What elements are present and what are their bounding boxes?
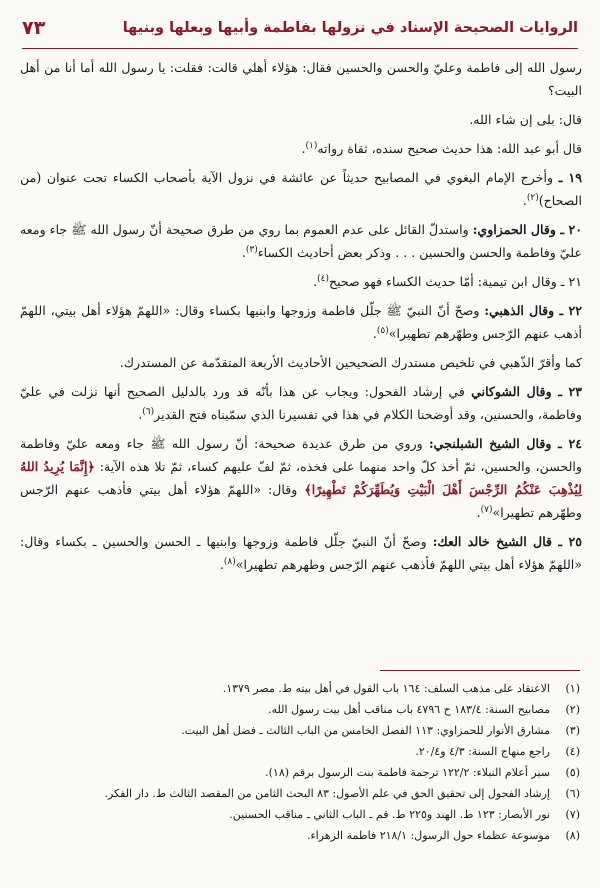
footnote-text: إرشاد الفحول إلى تحقيق الحق في علم الأصول: ٨٣ البحث الثامن من المقصد الثالث ط. دار الفكر. [104,787,550,800]
footnote-ref-2[interactable]: (٢) [526,192,539,203]
footnote-number: (١) [565,682,580,695]
paragraph-6-text: ٢١ ـ وقال ابن تيمية: أمّا حديث الكساء فهو صحيح [328,274,582,289]
paragraph-4: ١٩ ـ وأخرج الإمام البغوي في المصابيح حديثاً عن عائشة في نزول الآية بأصحاب الكساء تحت عنوان (من الصحاح)$^{(٢)}$. [20,170,582,208]
footnote-text: مشارق الأنوار للحمزاوي: ١١٣ الفصل الخامس من الباب الثالث ـ فضل أهل البيت. [181,724,550,737]
footnote [20,825,580,846]
footnote-text: سير أعلام النبلاء: ١٢٢/٢ ترجمة فاطمة بنت الرسول برقم (١٨). [265,766,550,779]
paragraph-3-text: قال أبو عبد الله: هذا حديث صحيح سنده، ثقاة رواته [317,141,582,156]
running-title: الروايات الصحيحة الإسناد في نزولها بفاطمة وأبيها وبعلها وبنيها [122,20,578,36]
paragraph-1 [20,56,582,102]
paragraph-11-text: وصحّ أنّ النبيّ جلّل فاطمة وزوجها وابنيها ـ الحسن والحسين ـ بكساء وقال: «اللهمّ هؤلاء أهل بيتي اللهمّ فأذهب عنهم الرّجس وطهرهم تطهيرا» [20,534,582,572]
footnote [20,804,580,825]
footnote-number: (٦) [565,787,580,800]
footnote-ref-8[interactable]: (٨) [223,556,236,567]
quran-verse: ﴿إِنَّمَا يُرِيدُ اللهُ لِيُذْهِبَ عَنْكُمُ الرِّجْسَ أَهْلَ الْبَيْتِ وَيُطَهِّرَكُمْ تَطْهِيرًا﴾ [20,459,582,497]
paragraph-3: قال أبو عبد الله: هذا حديث صحيح سنده، ثقاة رواته$^{(١)}$. [301,140,582,156]
footnote-number: (٤) [565,745,580,758]
paragraph-2 [20,108,582,131]
footnote-ref-6[interactable]: (٦) [142,406,155,417]
footnote-ref-4[interactable]: (٤) [317,273,329,284]
footnote [20,741,580,762]
footnote-text: راجع منهاج السنة: ٤/٣ و٢٠/٤. [415,745,550,758]
paragraph-6: ٢١ ـ وقال ابن تيمية: أمّا حديث الكساء فهو صحيح$^{(٤)}$. [313,273,582,289]
paragraph-5-text: واستدلّ القائل على عدم العموم بما روي من طرق صحيحة أنّ رسول الله ﷺ جاء ومعه عليّ وفاطمة والحسن والحسين . . . وذكر بعض أحاديث الكساء [20,222,582,260]
item-22-heading: ٢٢ ـ وقال الذهبي: [484,303,582,318]
paragraph-9: ٢٣ ـ وقال الشوكاني في إرشاد الفحول: ويجاب عن هذا بأنّه قد ورد بالدليل الصحيح أنها نزلت في عليّ وفاطمة، والحسنين، وقد أوضحنا الكلام في هذا في تفسيرنا الذي سمّيناه فتح القدير$^{(٦)}$. [20,384,582,422]
item-23-heading: ٢٣ ـ وقال الشوكاني [471,384,582,399]
paragraph-10-text: وروي من طرق عديدة صحيحة: أنّ رسول الله ﷺ جاء ومعه عليّ وفاطمة والحسن، والحسين، ثمّ أخذ كلّ واحد منهما على فخذه، ثمّ لفّ عليهم كساء، ثمّ تلا هذه الآية: [20,436,582,474]
paragraph-4-text: وأخرج الإمام البغوي في المصابيح حديثاً عن عائشة في نزول الآية بأصحاب الكساء تحت عنوان (من الصحاح) [20,170,582,208]
footnote-text: نور الأبصار: ١٢٣ ط. الهند و٢٢٥ ط. قم ـ الباب الثاني ـ مناقب الحسنين. [229,808,550,821]
paragraph-9-text: في إرشاد الفحول: ويجاب عن هذا بأنّه قد ورد بالدليل الصحيح أنها نزلت في عليّ وفاطمة، والحسنين، وقد أوضحنا الكلام في هذا في تفسيرنا الذي سمّيناه فتح القدير [20,384,582,422]
footnote-ref-7[interactable]: (٧) [480,504,493,515]
footnote [20,720,580,741]
paragraph-8-text: كما وأقرّ الذّهبي في تلخيص مستدرك الصحيحين الأحاديث الأربعة المتقدّمة عن المستدرك. [119,355,582,370]
footnotes [20,678,580,846]
footnote-text: الاعتقاد على مذهب السلف: ١٦٤ باب القول في أهل بيته ط. مصر ١٣٧٩. [222,682,550,695]
footnote-ref-5[interactable]: (٥) [376,325,389,336]
footnote-number: (٣) [565,724,580,737]
main-text [20,56,582,582]
paragraph-10-text-2: وقال: «اللهمّ هؤلاء أهل بيتي فأذهب عنهم الرّجس وطهّرهم تطهيرا» [20,482,582,520]
footnote-number: (٢) [565,703,580,716]
footnote-number: (٥) [565,766,580,779]
paragraph-8 [20,351,582,374]
page-header [22,8,578,49]
footnote [20,678,580,699]
paragraph-10: ٢٤ ـ وقال الشيخ الشبلنجي: وروي من طرق عديدة صحيحة: أنّ رسول الله ﷺ جاء ومعه عليّ وفاطمة والحسن، والحسين، ثمّ أخذ كلّ واحد منهما على فخذه، ثمّ لفّ عليهم كساء، ثمّ تلا هذه الآية: ﴿إِنَّمَا يُرِيدُ اللهُ لِيُذْهِبَ عَنْكُمُ الرِّجْسَ أَهْلَ الْبَيْتِ وَيُطَهِّرَكُمْ تَطْهِيرًا﴾ وقال: «اللهمّ هؤلاء أهل بيتي فأذهب عنهم الرّجس وطهّرهم تطهيرا»$^{(٧)}$. [20,436,582,520]
item-20-heading: ٢٠ ـ وقال الحمزاوي: [472,222,582,237]
footnote [20,783,580,804]
paragraph-7: ٢٢ ـ وقال الذهبي: وصحّ أنّ النبيّ ﷺ جلّل فاطمة وزوجها وابنيها بكساء وقال: «اللهمّ هؤلاء أهل بيتي، اللهمّ أذهب عنهم الرّجس وطهّرهم تطهيرا»$^{(٥)}$. [20,303,582,341]
footnote-number: (٨) [565,829,580,842]
footnote-text: موسوعة عظماء حول الرسول: ٢١٨/١ فاطمة الزهراء. [307,829,550,842]
footnote-number: (٧) [565,808,580,821]
paragraph-2-text: قال: بلى إن شاء الله. [469,112,582,127]
paragraph-7-text: وصحّ أنّ النبيّ ﷺ جلّل فاطمة وزوجها وابنيها بكساء وقال: «اللهمّ هؤلاء أهل بيتي، اللهمّ أذهب عنهم الرّجس وطهّرهم تطهيرا» [20,303,582,341]
footnote-ref-3[interactable]: (٣) [245,244,258,255]
footnote-divider [380,670,580,671]
footnote-text: مصابيح السنة: ١٨٣/٤ ح ٤٧٩٦ باب مناقب أهل بيت رسول الله. [268,703,550,716]
item-19-number: ١٩ ـ [558,170,582,185]
paragraph-11: ٢٥ ـ قال الشيخ خالد العك: وصحّ أنّ النبيّ جلّل فاطمة وزوجها وابنيها ـ الحسن والحسين ـ بكساء وقال: «اللهمّ هؤلاء أهل بيتي اللهمّ فأذهب عنهم الرّجس وطهرهم تطهيرا»$^{(٨)}$. [20,534,582,572]
item-24-heading: ٢٤ ـ وقال الشيخ الشبلنجي: [429,436,582,451]
page-number: ٧٣ [22,17,46,39]
item-25-heading: ٢٥ ـ قال الشيخ خالد العك: [432,534,582,549]
footnote [20,762,580,783]
footnote [20,699,580,720]
paragraph-1-text: رسول الله إلى فاطمة وعليّ والحسن والحسين فقال: هؤلاء أهلي قالت: فقلت: يا رسول الله أما أنا من أهل البيت؟ [20,60,582,98]
paragraph-5: ٢٠ ـ وقال الحمزاوي: واستدلّ القائل على عدم العموم بما روي من طرق صحيحة أنّ رسول الله ﷺ جاء ومعه عليّ وفاطمة والحسن والحسين . . . وذكر بعض أحاديث الكساء$^{(٣)}$. [20,222,582,260]
footnote-ref-1[interactable]: (١) [305,140,318,151]
